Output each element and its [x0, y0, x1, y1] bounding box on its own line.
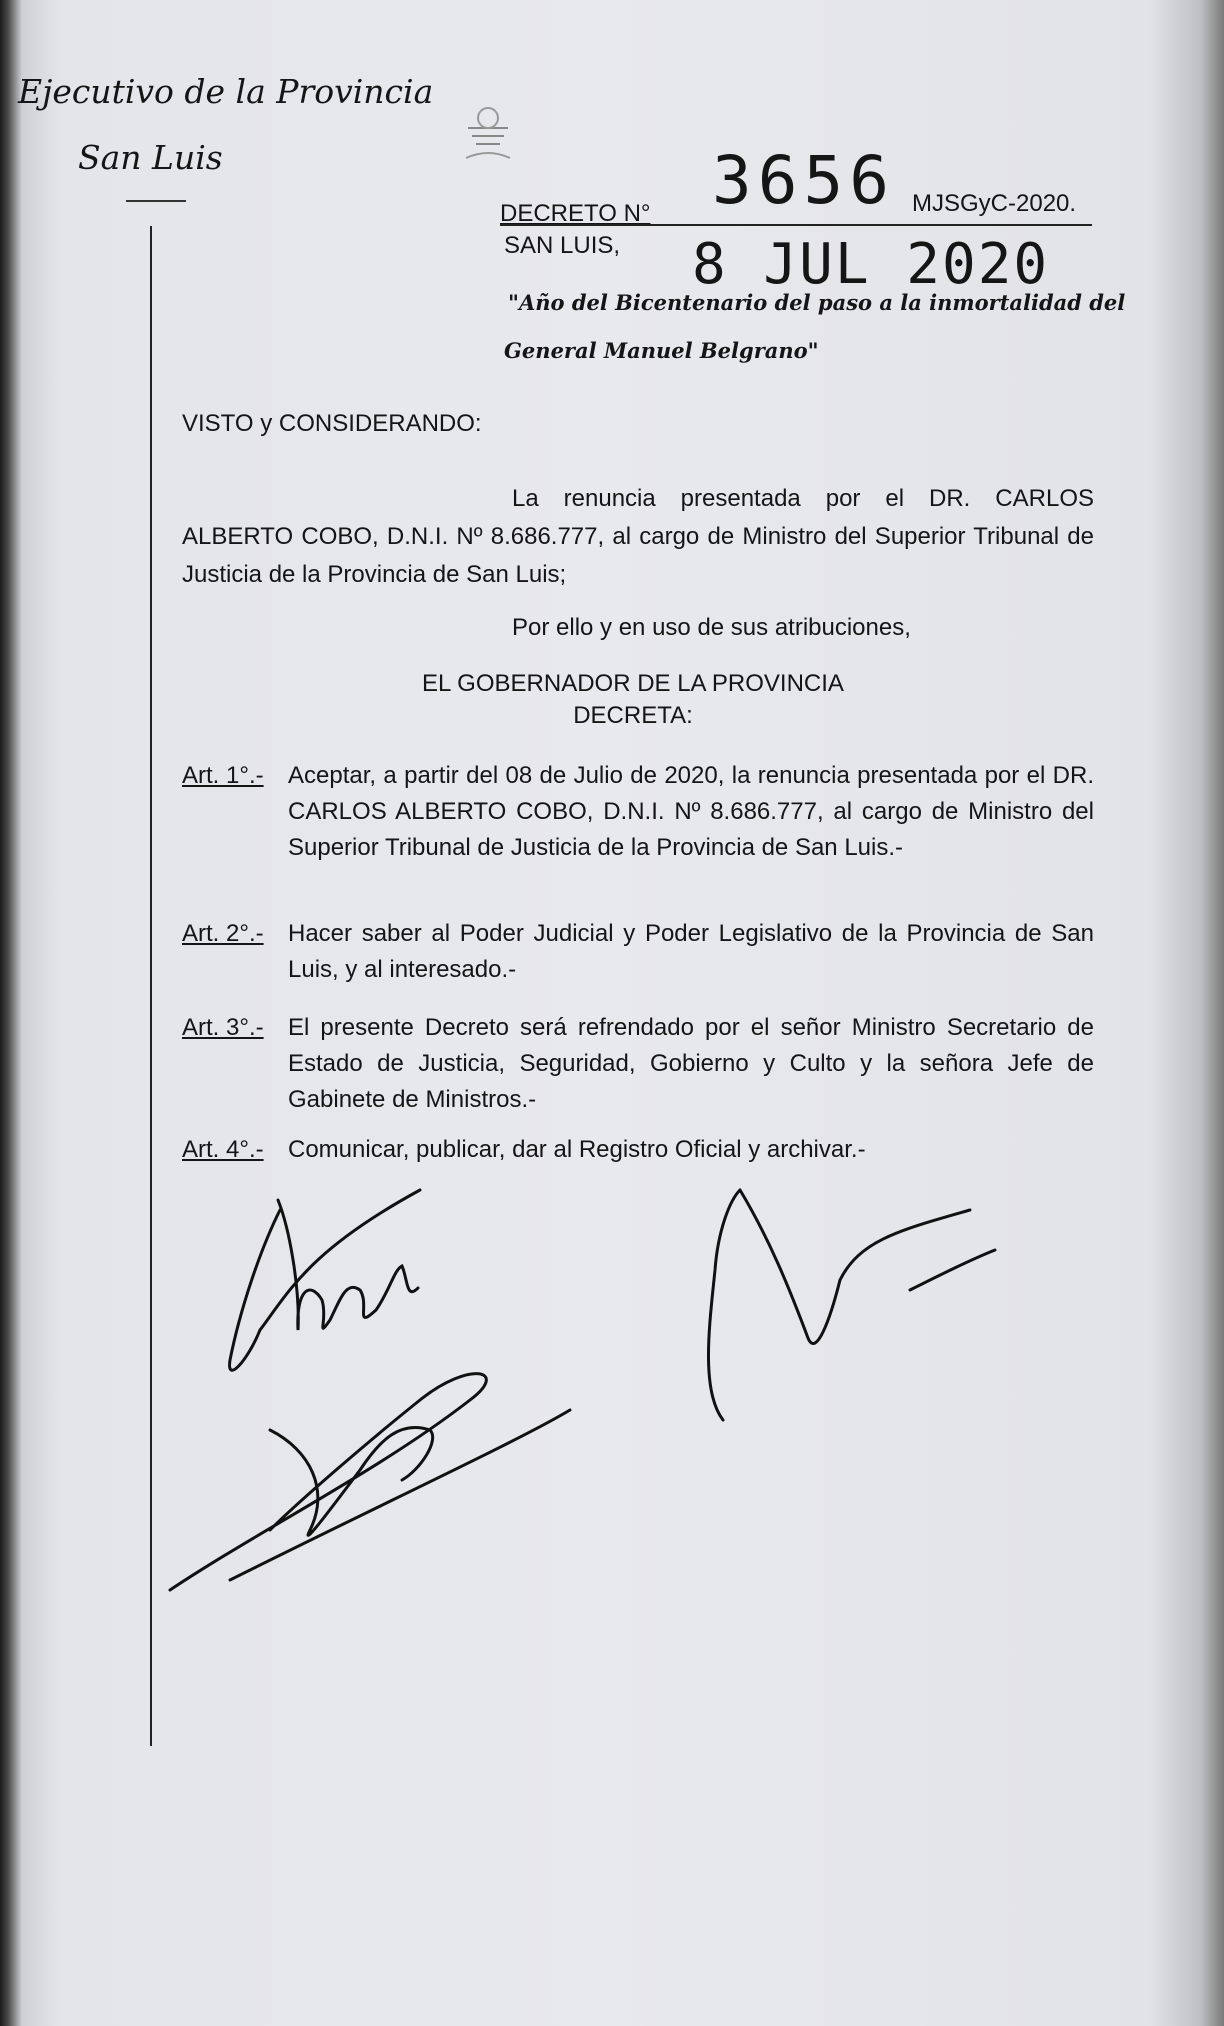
issuer-city: San Luis — [78, 138, 223, 177]
coat-of-arms-stamp-icon — [458, 88, 518, 168]
considerando-paragraph: La renuncia presentada por el DR. CARLOS ALBERTO COBO, D.N.I. Nº 8.686.777, al cargo de Ministro del Superior Tribunal de Justicia de la Provincia de San Luis; — [182, 485, 1094, 588]
article-label: Art. 2°.- — [182, 920, 264, 947]
header-rule — [126, 200, 186, 202]
signature-left-upper — [230, 1190, 420, 1370]
year-motto-line-2: General Manuel Belgrano" — [504, 338, 819, 363]
decree-underline — [500, 224, 1092, 226]
article-text: Comunicar, publicar, dar al Registro Oficial y archivar.- — [288, 1136, 866, 1163]
signature-right — [708, 1190, 995, 1420]
issuer-name: Ejecutivo de la Provincia — [18, 72, 434, 111]
article-text: Aceptar, a partir del 08 de Julio de 2020, la renuncia presentada por el DR. CARLOS ALBERTO COBO, D.N.I. Nº 8.686.777, al cargo de Ministro del Superior Tribunal de Justicia de la Provincia de San Luis.- — [288, 762, 1094, 861]
decree-date-stamp: 8 JUL 2020 — [692, 232, 1050, 297]
year-motto-line-1: "Año del Bicentenario del paso a la inmortalidad del — [508, 290, 1126, 315]
signature-left-lower — [170, 1374, 570, 1590]
decreta-heading: DECRETA: — [573, 702, 693, 729]
article-4 — [182, 1132, 1094, 1168]
article-text: Hacer saber al Poder Judicial y Poder Legislativo de la Provincia de San Luis, y al interesado.- — [288, 920, 1094, 983]
signatures — [140, 1170, 1040, 1610]
por-ello-line: Por ello y en uso de sus atribuciones, — [512, 614, 911, 641]
article-text: El presente Decreto será refrendado por el señor Ministro Secretario de Estado de Justicia, Seguridad, Gobierno y Culto y la señora Jefe de Gabinete de Ministros.- — [288, 1014, 1094, 1113]
article-label: Art. 3°.- — [182, 1014, 264, 1041]
decree-place: SAN LUIS, — [504, 232, 621, 259]
article-2 — [182, 916, 1094, 988]
article-label: Art. 4°.- — [182, 1136, 264, 1163]
decree-label: DECRETO N° — [500, 200, 651, 227]
decree-number: 3656 — [712, 142, 895, 219]
article-3 — [182, 1010, 1094, 1118]
article-1 — [182, 758, 1094, 866]
visto-heading: VISTO y CONSIDERANDO: — [182, 410, 482, 437]
article-label: Art. 1°.- — [182, 762, 264, 789]
decree-suffix: MJSGyC-2020. — [912, 190, 1077, 217]
governor-heading: EL GOBERNADOR DE LA PROVINCIA — [422, 670, 844, 697]
